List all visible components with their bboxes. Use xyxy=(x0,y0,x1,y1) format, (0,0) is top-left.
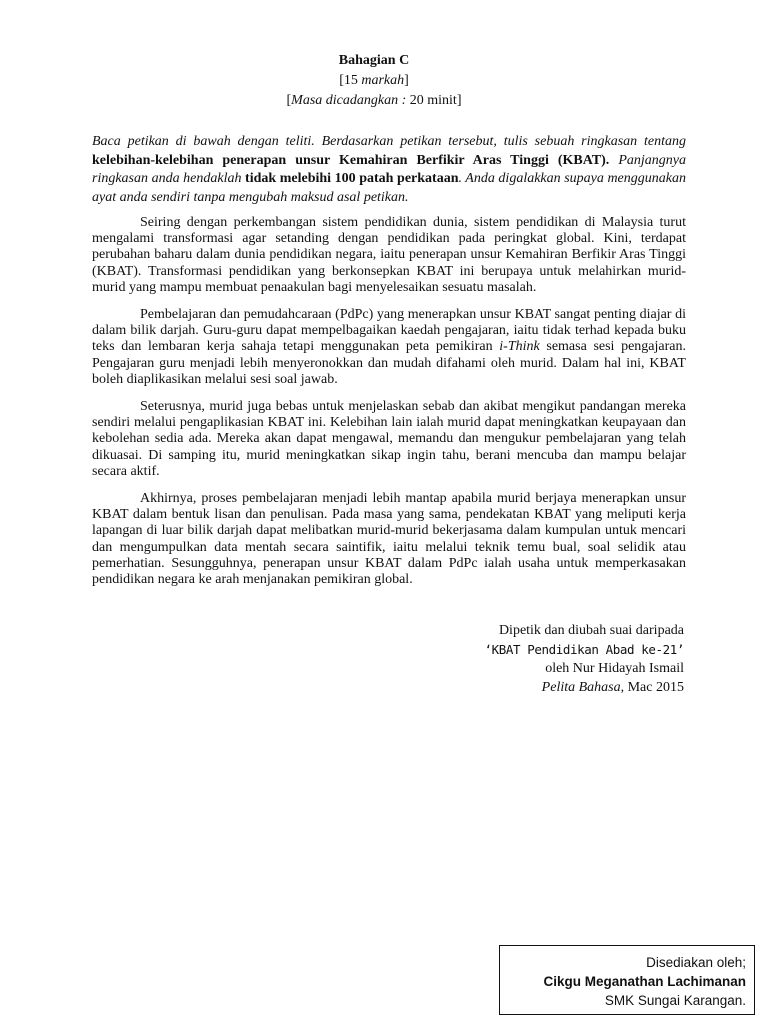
credit-name: Cikgu Meganathan Lachimanan xyxy=(543,974,746,989)
source-date: , Mac 2015 xyxy=(620,680,684,695)
section-title: Bahagian C xyxy=(338,53,410,68)
instr-part3: Panjangnya ringkasan anda hendaklah xyxy=(92,152,686,186)
p2-before: Pembelajaran dan pemudahcaraan (PdPc) yang menerapkan unsur KBAT sangat penting diajar di dalam bilik darjah. Guru-guru dapat mempelbagaikan kaedah pengajaran, iaitu tidak terhad kepada buku teks dan lembaran kerja sahaja tetapi menggunakan peta pemikiran xyxy=(92,307,686,355)
credit-label: Disediakan oleh; xyxy=(646,955,746,970)
instructions xyxy=(92,133,686,207)
instr-part5: . Anda digalakkan supaya menggunakan ayat anda sendiri tanpa mengubah maksud asal petikan. xyxy=(92,171,686,205)
source-author: oleh Nur Hidayah Ismail xyxy=(545,661,684,676)
source-article-title: ‘KBAT Pendidikan Abad ke-21’ xyxy=(484,642,684,657)
source-citation xyxy=(364,621,684,697)
credit-box xyxy=(499,945,755,1015)
passage-paragraph-2 xyxy=(92,307,686,388)
source-publication xyxy=(364,678,684,697)
passage-paragraph-1: Seiring dengan perkembangan sistem pendidikan dunia, sistem pendidikan di Malaysia turut mengalami transformasi agar setanding dengan pendidikan pada peringkat global. Kini, terdapat perubahan baharu dalam dunia pendidikan negara, iaitu penerapan unsur Kemahiran Berfikir Aras Tinggi (KBAT). Transformasi pendidikan yang berkonsepkan KBAT ini berupaya untuk melahirkan murid-murid yang mampu membuat penaakulan bagi menyelesaikan sesuatu masalah. xyxy=(92,215,686,295)
instr-word-limit: tidak melebihi 100 patah perkataan xyxy=(241,171,459,186)
passage xyxy=(92,215,686,599)
source-magazine: Pelita Bahasa xyxy=(541,680,621,695)
passage-paragraph-4: Akhirnya, proses pembelajaran menjadi lebih mantap apabila murid berjaya menerapkan unsur KBAT dalam bentuk lisan dan penulisan. Pada masa yang sama, pendekatan KBAT yang meliputi kerja lapangan di luar bilik darjah dapat melibatkan murid-murid bekerjasama dalam kumpulan untuk mencari dan mengumpulkan data mentah secara saintifik, iaitu melalui teknik temu bual, soal selidik atau pemerhatian. Sesungguhnya, penerapan unsur KBAT dalam PdPc ialah usaha untuk memperkasakan pendidikan negara ke arah menjanakan pemikiran global. xyxy=(92,491,686,588)
passage-paragraph-3: Seterusnya, murid juga bebas untuk menjelaskan sebab dan akibat mengikut pandangan mereka sendiri melalui pengaplikasian KBAT ini. Kelebihan lain ialah murid dapat meningkatkan keupayaan dan kebolehan sedia ada. Mereka akan dapat mengawal, memandu dan mengukur pembelajaran yang telah dikuasai. Di samping itu, murid meningkatkan sikap ingin tahu, berani mencuba dan mampu belajar secara aktif. xyxy=(92,399,686,479)
marks-prefix: [15 xyxy=(339,73,362,88)
p2-after: semasa sesi pengajaran. Pengajaran guru menjadi lebih menyeronokkan dan mudah difahami oleh murid. Dalam hal ini, KBAT boleh diaplikasikan melalui sesi soal jawab. xyxy=(92,339,686,387)
time-suffix: 20 minit] xyxy=(406,93,462,108)
marks-line xyxy=(0,71,768,91)
section-header xyxy=(0,51,768,111)
p2-ithink: i-Think xyxy=(499,339,540,355)
marks-suffix: ] xyxy=(404,73,409,88)
credit-school: SMK Sungai Karangan. xyxy=(604,993,746,1008)
time-prefix: [ xyxy=(286,93,292,108)
time-line xyxy=(0,91,768,111)
instr-topic: kelebihan-kelebihan penerapan unsur Kemahiran Berfikir Aras Tinggi (KBAT). xyxy=(92,152,610,168)
marks-word: markah xyxy=(361,73,405,88)
time-label: Masa dicadangkan : xyxy=(291,93,407,108)
source-line-1: Dipetik dan diubah suai daripada xyxy=(498,623,684,638)
instr-part1: Baca petikan di bawah dengan teliti. Berdasarkan petikan tersebut, tulis sebuah ringkasan tentang xyxy=(92,134,686,149)
